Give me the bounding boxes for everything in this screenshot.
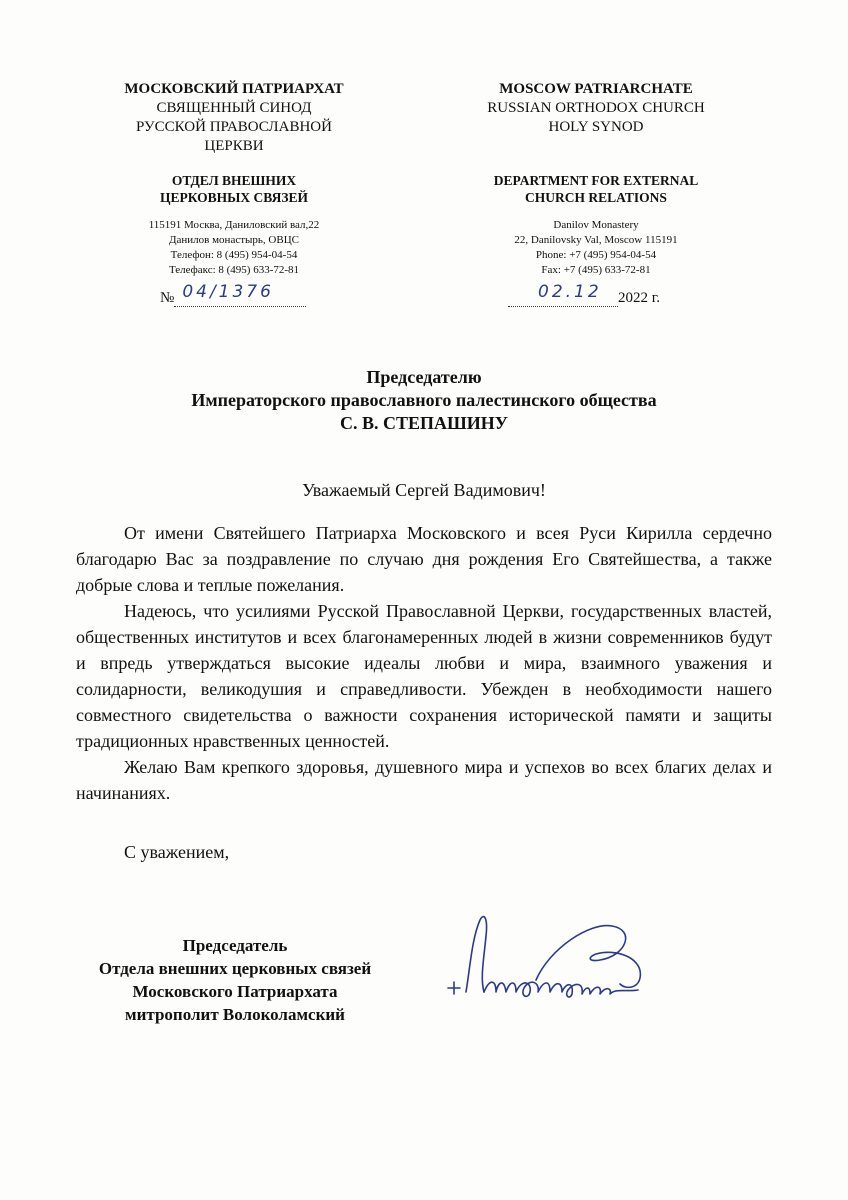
dept-line-1-ru: ОТДЕЛ ВНЕШНИХ bbox=[171, 173, 297, 188]
handwritten-signature bbox=[440, 908, 670, 1018]
number-sign: № bbox=[160, 290, 175, 306]
signatory-line-1: Председатель bbox=[182, 936, 288, 955]
addr-line-1-en: Danilov Monastery bbox=[553, 219, 639, 231]
handwritten-number: 04/1376 bbox=[182, 282, 274, 302]
dept-line-2-ru: ЦЕРКОВНЫХ СВЯЗЕЙ bbox=[159, 190, 309, 205]
org-line-4-ru: ЦЕРКВИ bbox=[204, 138, 264, 154]
addressee-line-1: Председателю bbox=[366, 367, 482, 387]
body-paragraph: Надеюсь, что усилиями Русской Православной Церкви, государственных властей, общественных институтов и всех благонамеренных людей в жизни современников будут и впредь утверждаться высокие идеалы любви и мира, взаимного уважения и солидарности, великодушия и справедливости. Убежден в необходимости нашего совместного свидетельства о важности сохранения исторической памяти и защиты традиционных нравственных ценностей. bbox=[76, 601, 772, 751]
handwritten-date: 02.12 bbox=[538, 282, 602, 302]
department-en bbox=[458, 172, 734, 206]
fax-ru: Телефакс: 8 (495) 633-72-81 bbox=[168, 264, 300, 276]
addr-line-2-en: 22, Danilovsky Val, Moscow 115191 bbox=[514, 234, 678, 246]
department-ru bbox=[96, 172, 372, 206]
dept-line-2-en: CHURCH RELATIONS bbox=[525, 190, 667, 205]
org-line-2-ru: СВЯЩЕННЫЙ СИНОД bbox=[156, 100, 312, 116]
letterhead-russian bbox=[96, 80, 372, 278]
body-paragraph: Желаю Вам крепкого здоровья, душевного мира и успехов во всех благих делах и начинаниях. bbox=[76, 757, 772, 803]
closing: С уважением, bbox=[124, 842, 230, 862]
phone-ru: Телефон: 8 (495) 954-04-54 bbox=[170, 249, 298, 261]
org-title-ru: МОСКОВСКИЙ ПАТРИАРХАТ bbox=[124, 81, 344, 97]
body-paragraph: От имени Святейшего Патриарха Московского и всея Руси Кирилла сердечно благодарю Вас за поздравление по случаю дня рождения Его Святейшества, а также добрые слова и теплые пожелания. bbox=[76, 523, 772, 595]
letterhead-english bbox=[458, 80, 734, 278]
org-line-2-en: RUSSIAN ORTHODOX CHURCH bbox=[487, 100, 705, 116]
date-year: 2022 г. bbox=[618, 290, 660, 306]
reference-number bbox=[160, 282, 310, 312]
addressee-line-2: Императорского православного палестинского общества bbox=[191, 390, 657, 410]
org-line-3-ru: РУССКОЙ ПРАВОСЛАВНОЙ bbox=[136, 119, 332, 135]
date-dotted-line bbox=[508, 282, 618, 307]
address-en bbox=[458, 218, 734, 278]
dept-line-1-en: DEPARTMENT FOR EXTERNAL bbox=[493, 173, 699, 188]
phone-en: Phone: +7 (495) 954-04-54 bbox=[535, 249, 657, 261]
addr-line-1-ru: 115191 Москва, Даниловский вал,22 bbox=[148, 219, 320, 231]
signatory-line-3: Московского Патриархата bbox=[132, 982, 338, 1001]
address-ru bbox=[96, 218, 372, 278]
org-line-3-en: HOLY SYNOD bbox=[548, 119, 644, 135]
signatory-line-2: Отдела внешних церковных связей bbox=[98, 959, 372, 978]
salutation: Уважаемый Сергей Вадимович! bbox=[302, 480, 546, 500]
addr-line-2-ru: Данилов монастырь, ОВЦС bbox=[169, 234, 299, 246]
signatory-line-4: митрополит Волоколамский bbox=[125, 1005, 345, 1024]
org-title-en: MOSCOW PATRIARCHATE bbox=[499, 81, 693, 97]
addressee-line-3: С. В. СТЕПАШИНУ bbox=[340, 413, 508, 433]
fax-en: Fax: +7 (495) 633-72-81 bbox=[541, 264, 651, 276]
reference-date bbox=[508, 282, 678, 312]
signatory-block bbox=[70, 934, 400, 1026]
letter-body bbox=[76, 520, 772, 806]
number-dotted-line bbox=[174, 282, 306, 307]
addressee-block bbox=[120, 366, 728, 435]
